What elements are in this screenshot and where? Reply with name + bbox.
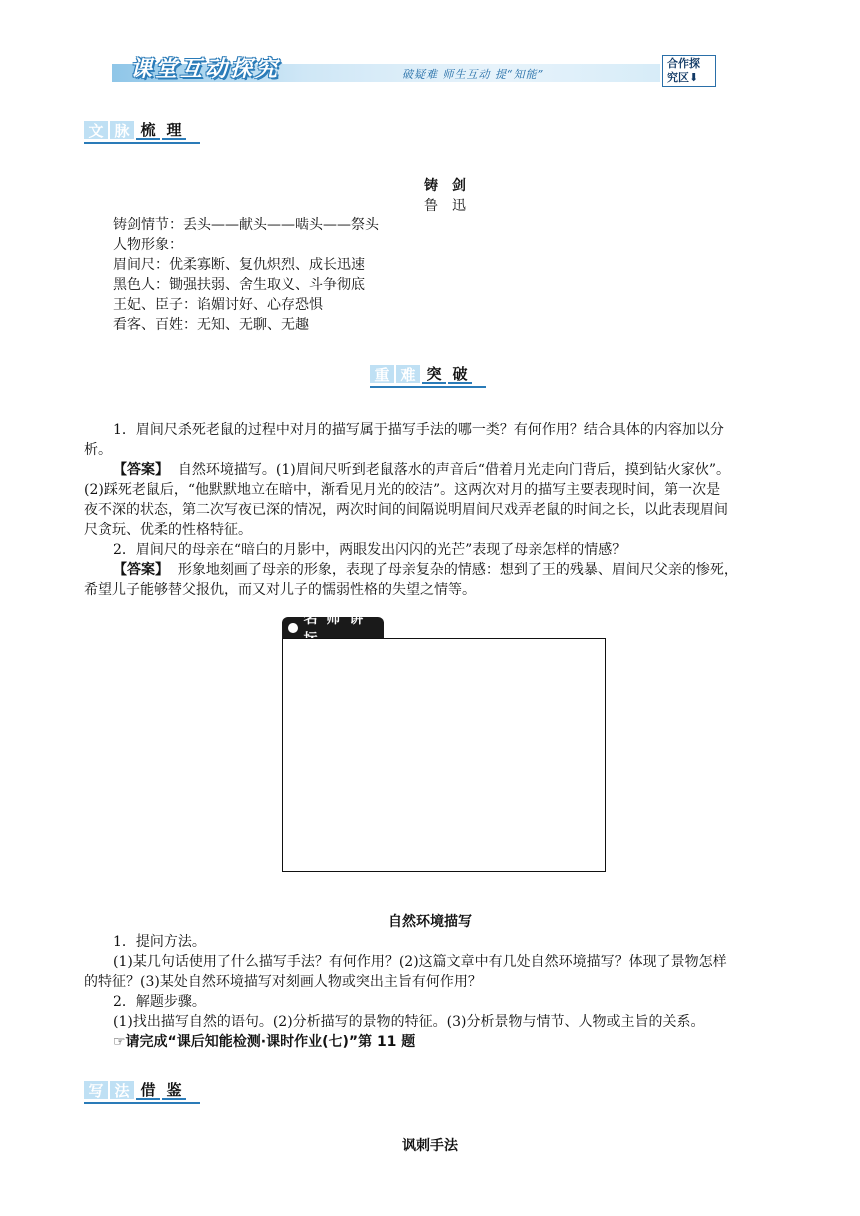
answer-label: 【答案】: [113, 462, 169, 478]
outline-line: 铸剑情节：丢头——献头——啮头——祭头: [113, 217, 379, 233]
outline-line: 王妃、臣子：谄媚讨好、心存恐惧: [113, 297, 323, 313]
tag-char: 难: [396, 365, 420, 383]
work-author: 鲁 迅: [424, 198, 466, 214]
outline-line: 眉间尺：优柔寡断、复仇炽烈、成长迅速: [113, 257, 365, 273]
homework-task: ☞请完成“课后知能检测·课时作业(七)”第 11 题: [113, 1034, 416, 1050]
method-heading-2: 2．解题步骤。: [113, 994, 206, 1010]
tag-char: 理: [162, 120, 186, 140]
header-slogan: 破疑难 师生互动 提“知能”: [402, 68, 545, 81]
tag-char: 梳: [136, 120, 160, 140]
tag-char: 法: [110, 1081, 134, 1099]
method-para-1-line1: (1)某几句话使用了什么描写手法？有何作用？(2)这篇文章中有几处自然环境描写？体现了景物怎样: [113, 954, 727, 970]
answer-1-line4: 尺贪玩、优柔的性格特征。: [84, 522, 252, 538]
answer-text: 自然环境描写。(1)眉间尺听到老鼠落水的声音后“借着月光走向门背后，摸到钻火家伙”。: [177, 462, 731, 478]
cooperative-zone-line1: 合作探: [667, 57, 700, 70]
method-para-2: (1)找出描写自然的语句。(2)分析描写的景物的特征。(3)分析景物与情节、人物或主旨的关系。: [113, 1014, 705, 1030]
famous-teacher-box: [282, 638, 606, 872]
answer-2-line1: [113, 560, 738, 580]
question-1-line1: 1．眉间尺杀死老鼠的过程中对月的描写属于描写手法的哪一类？有何作用？结合具体的内容加以分: [113, 422, 724, 438]
section-tag-context: [84, 120, 188, 140]
section-tag-underline: [84, 142, 200, 144]
tag-char: 借: [136, 1080, 160, 1100]
answer-label: 【答案】: [113, 562, 169, 578]
cooperative-zone-box: [662, 55, 716, 87]
answer-1-line2: (2)踩死老鼠后，“他默默地立在暗中，渐看见月光的皎洁”。这两次对月的描写主要表现时间，第一次是: [84, 482, 721, 498]
header-title: 课堂互动探究: [130, 56, 281, 82]
method-title: 自然环境描写: [388, 914, 472, 930]
outline-line: 看客、百姓：无知、无聊、无趣: [113, 317, 309, 333]
section-tag-key-points: [370, 364, 474, 384]
outline-line: 人物形象：: [113, 237, 183, 253]
answer-1-line3: 夜不深的状态，第二次写夜已深的情况，两次时间的间隔说明眉间尺戏弄老鼠的时间之长，以此表现眉间: [84, 502, 728, 518]
satire-title: 讽刺手法: [402, 1138, 458, 1154]
tag-char: 突: [422, 364, 446, 384]
famous-teacher-tab: [282, 611, 384, 647]
tag-char: 写: [84, 1081, 108, 1099]
famous-teacher-label: 名 师 讲 坛: [303, 611, 366, 647]
tag-char: 脉: [110, 121, 134, 139]
work-title: 铸 剑: [424, 178, 466, 194]
question-2: 2．眉间尺的母亲在“暗白的月影中，两眼发出闪闪的光芒”表现了母亲怎样的情感？: [113, 542, 627, 558]
section-tag-writing: [84, 1080, 188, 1100]
question-1-line2: 析。: [84, 442, 112, 458]
tag-char: 破: [448, 364, 472, 384]
bullet-icon: [288, 623, 298, 633]
tag-char: 文: [84, 121, 108, 139]
section-tag-underline: [84, 1102, 200, 1104]
outline-line: 黑色人：锄强扶弱、舍生取义、斗争彻底: [113, 277, 365, 293]
answer-text: 形象地刻画了母亲的形象，表现了母亲复杂的情感：想到了王的残暴、眉间尺父亲的惨死，: [177, 562, 738, 578]
tag-char: 重: [370, 365, 394, 383]
answer-1-line1: [113, 460, 730, 480]
tag-char: 鉴: [162, 1080, 186, 1100]
method-para-1-line2: 的特征？(3)某处自然环境描写对刻画人物或突出主旨有何作用？: [84, 974, 482, 990]
answer-2-line2: 希望儿子能够替父报仇，而又对儿子的懦弱性格的失望之情等。: [84, 582, 476, 598]
section-tag-underline: [370, 386, 486, 388]
cooperative-zone-line2: 究区⬇: [667, 71, 699, 84]
method-heading-1: 1．提问方法。: [113, 934, 206, 950]
